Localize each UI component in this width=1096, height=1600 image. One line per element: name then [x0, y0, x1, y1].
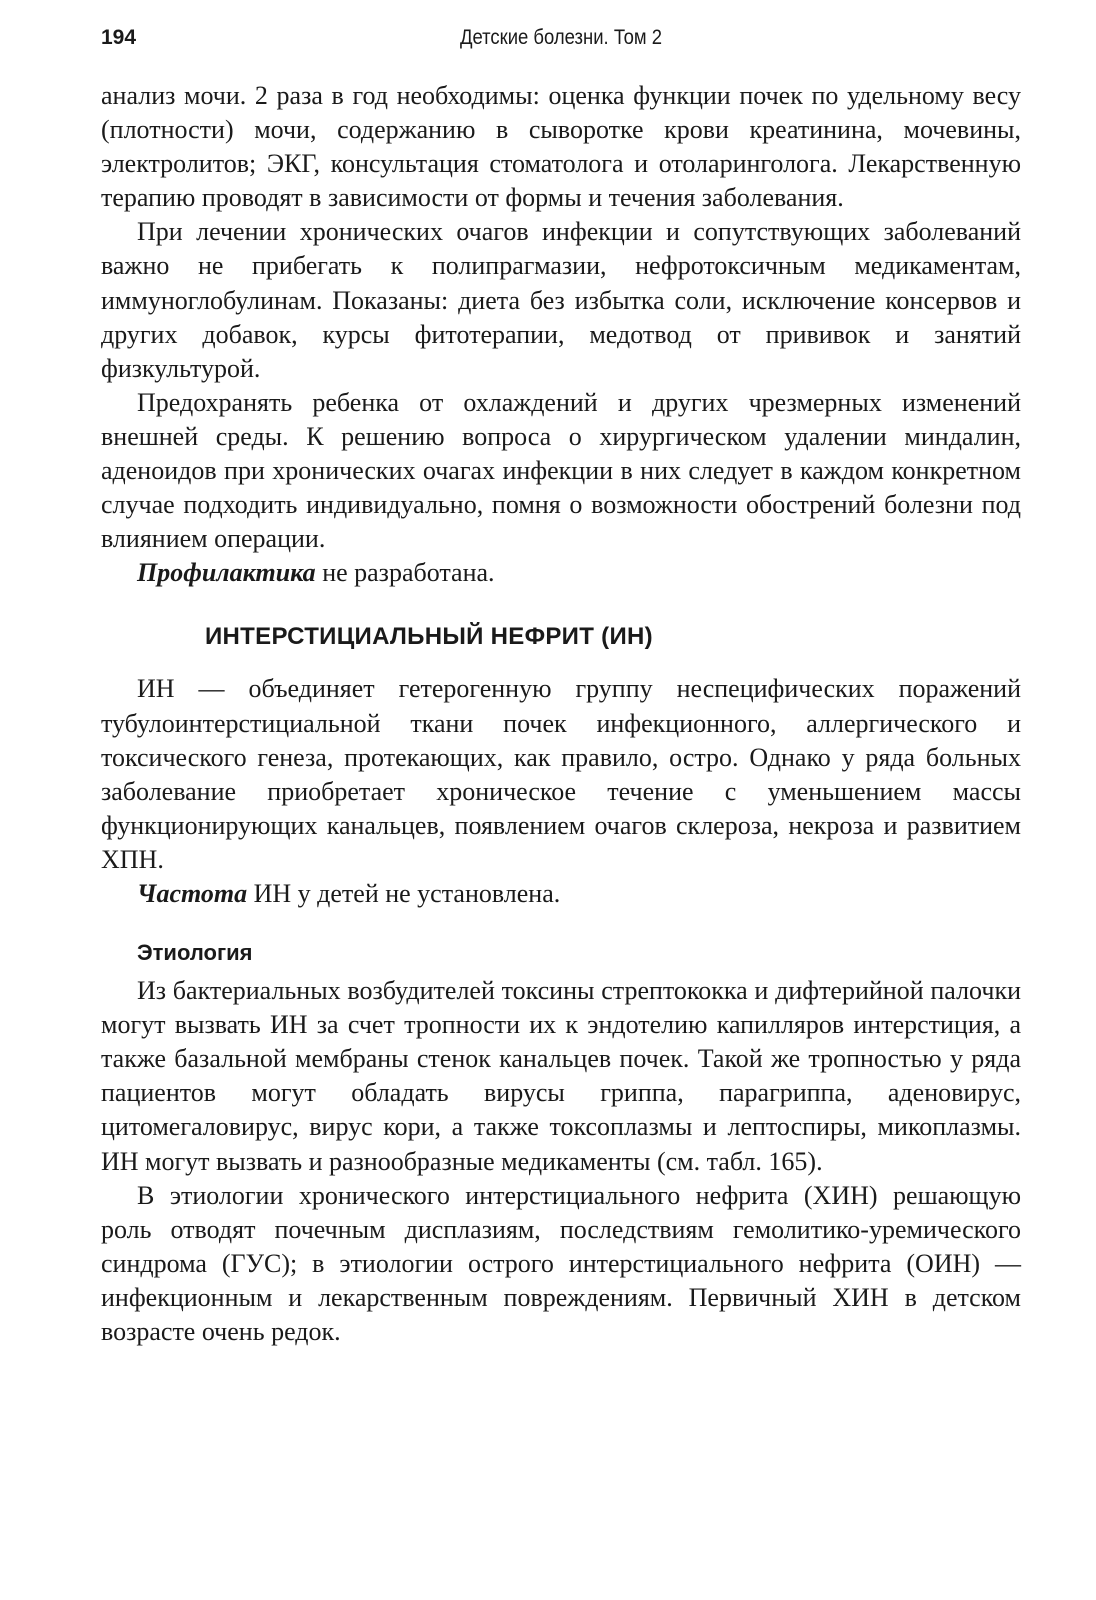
paragraph-etiology-2: В этиологии хронического интерстициального нефрита (ХИН) решающую роль отводят почечным дисплазиям, последствиям гемолитико-уремического синдрома (ГУС); в этиологии острого интерстициального нефрита (ОИН) — инфекционным и лекарственным повреждениям. Первичный ХИН в детском возрасте очень редок.	[101, 1180, 1021, 1346]
body-text	[101, 79, 1021, 1349]
paragraph-etiology-1: Из бактериальных возбудителей токсины стрептококка и дифтерийной палочки могут вызвать ИН за счет тропности их к эндотелию капилляров интерстиция, а также базальной мембраны стенок канальцев почек. Такой же тропностью у ряда пациентов могут обладать вирусы гриппа, парагриппа, аденовирус, цитомегаловирус, вирус кори, а также токсоплазмы и лептоспиры, микоплазмы. ИН могут вызвать и разнообразные медикаменты (см. табл. 165).	[101, 976, 1021, 1176]
page-number: 194	[101, 26, 137, 49]
section-heading: ИНТЕРСТИЦИАЛЬНЫЙ НЕФРИТ (ИН)	[205, 623, 653, 651]
paragraph-section-intro: ИН — объединяет гетерогенную группу неспецифических поражений тубулоинтерстициальной ткани почек инфекционного, аллергического и токсического генеза, протекающих, как правило, остро. Однако у ряда больных заболевание приобретает хроническое течение с уменьшением массы функционирующих канальцев, появлением очагов склероза, некроза и развитием ХПН.	[101, 674, 1021, 874]
prophylaxis-text: не разработана.	[315, 558, 495, 588]
paragraph-continuation: анализ мочи. 2 раза в год необходимы: оценка функции почек по удельному весу (плотности) мочи, содержанию в сыворотке крови креатинина, мочевины, электролитов; ЭКГ, консультация стоматолога и отоларинголога. Лекарственную терапию проводят в зависимости от формы и течения заболевания.	[101, 81, 1021, 213]
running-title: Детские болезни. Том 2	[459, 26, 663, 49]
prophylaxis-term: Профилактика	[137, 558, 316, 588]
paragraph-prophylaxis	[101, 556, 1021, 590]
running-header	[101, 26, 1021, 56]
paragraph-protection: Предохранять ребенка от охлаждений и других чрезмерных изменений внешней среды. К решению вопроса о хирургическом удалении миндалин, аденоидов при хронических очагах инфекции в них следует в каждом конкретном случае подходить индивидуально, помня о возможности обострений болезни под влиянием операции.	[101, 387, 1021, 554]
paragraph-treatment: При лечении хронических очагов инфекции и сопутствующих заболеваний важно не прибегать к полипрагмазии, нефротоксичным медикаментам, иммуноглобулинам. Показаны: диета без избытка соли, исключение консервов и других добавок, курсы фитотерапии, медотвод от прививок и занятий физкультурой.	[101, 217, 1021, 383]
subsection-heading: Этиология	[137, 940, 253, 966]
frequency-term: Частота	[137, 878, 248, 908]
paragraph-frequency	[101, 877, 1021, 911]
frequency-text: ИН у детей не установлена.	[247, 878, 561, 908]
